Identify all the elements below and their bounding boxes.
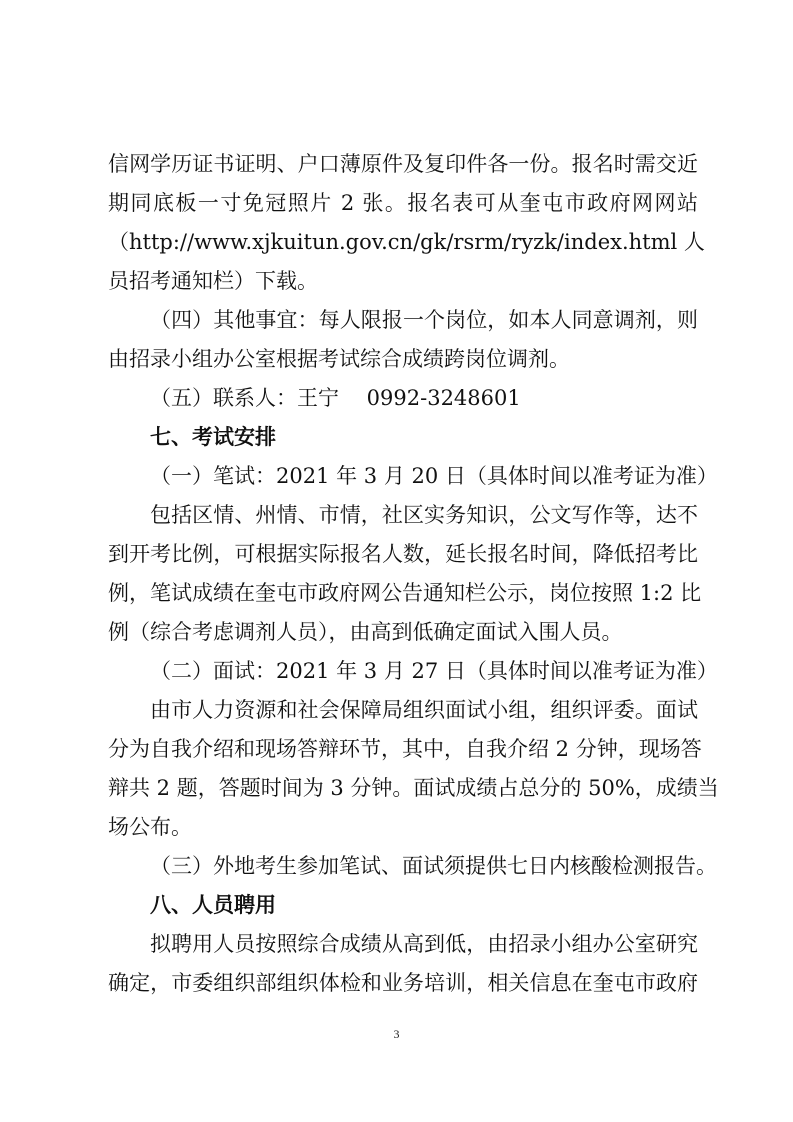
body-line: 确定，市委组织部组织体检和业务培训，相关信息在奎屯市政府 (108, 971, 698, 995)
body-line: 员招考通知栏）下载。 (108, 269, 318, 293)
section-heading: 七、考试安排 (150, 425, 276, 449)
section-heading: 八、人员聘用 (150, 893, 276, 917)
body-line: （三）外地考生参加笔试、面试须提供七日内核酸检测报告。 (150, 854, 717, 878)
body-line: （二）面试：2021 年 3 月 27 日（具体时间以准考证为准） (150, 659, 718, 683)
body-line: 期同底板一寸免冠照片 2 张。报名表可从奎屯市政府网网站 (108, 191, 698, 215)
body-line: （一）笔试：2021 年 3 月 20 日（具体时间以准考证为准） (150, 464, 718, 488)
url-line: （http://www.xjkuitun.gov.cn/gk/rsrm/ryzk/index.html 人 (108, 230, 705, 254)
body-line: 拟聘用人员按照综合成绩从高到低，由招录小组办公室研究 (150, 932, 698, 956)
body-line: 信网学历证书证明、户口薄原件及复印件各一份。报名时需交近 (108, 152, 698, 176)
body-line: 到开考比例，可根据实际报名人数，延长报名时间，降低招考比 (108, 542, 698, 566)
page-number: 3 (393, 1027, 400, 1041)
body-line: 辩共 2 题，答题时间为 3 分钟。面试成绩占总分的 50%，成绩当 (108, 776, 719, 800)
body-line: 例，笔试成绩在奎屯市政府网公告通知栏公示，岗位按照 1:2 比 (108, 581, 702, 605)
body-line: 包括区情、州情、市情，社区实务知识，公文写作等，达不 (150, 503, 698, 527)
body-line: 分为自我介绍和现场答辩环节，其中，自我介绍 2 分钟，现场答 (108, 737, 702, 761)
body-line: 由市人力资源和社会保障局组织面试小组，组织评委。面试 (150, 698, 698, 722)
body-line: （四）其他事宜：每人限报一个岗位，如本人同意调剂，则 (150, 308, 698, 332)
body-line: 场公布。 (108, 815, 192, 839)
contact-line: （五）联系人：王宁 0992-3248601 (150, 386, 521, 410)
body-line: 由招录小组办公室根据考试综合成绩跨岗位调剂。 (108, 347, 570, 371)
body-line: 例（综合考虑调剂人员），由高到低确定面试入围人员。 (108, 620, 623, 644)
